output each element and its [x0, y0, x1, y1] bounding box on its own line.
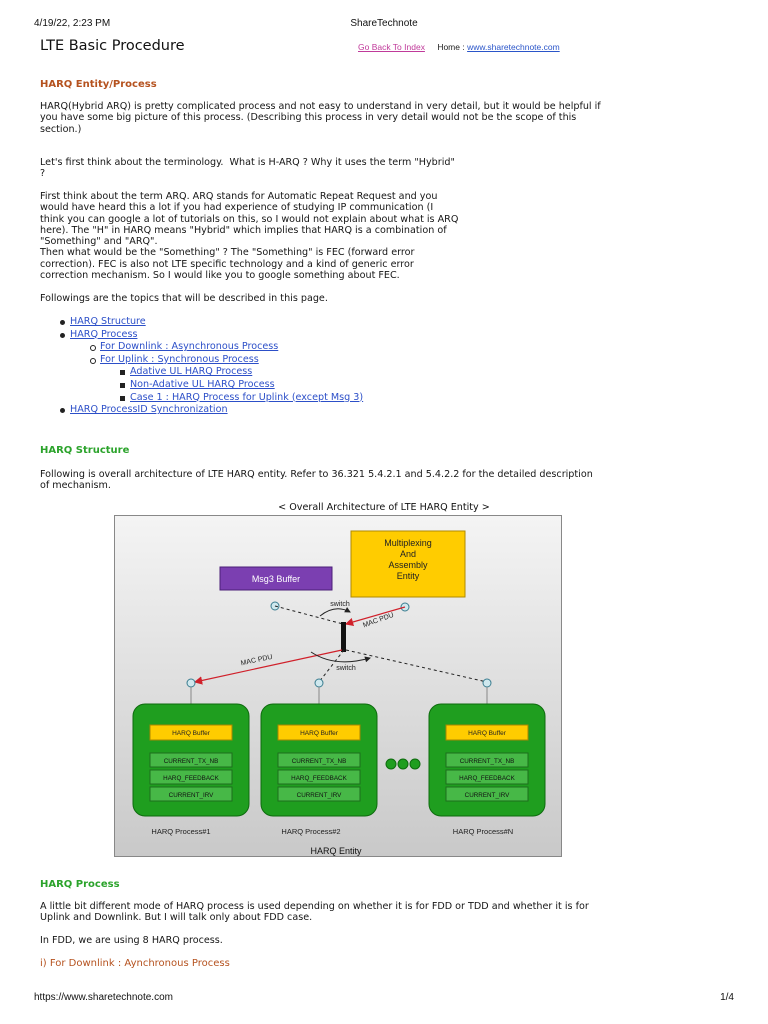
print-site-name: ShareTechnote: [350, 18, 418, 29]
processN-connector-node: [483, 679, 491, 687]
harq-process-paragraph: A little bit different mode of HARQ process is used depending on whether it is for FDD or TDD and whether it is for Uplink and Downlink. But I will talk only about FDD case.: [40, 901, 589, 924]
msg3-buffer-label: Msg3 Buffer: [251, 574, 301, 584]
mux-label-line: And: [399, 549, 417, 559]
ellipsis-dot-icon: [386, 759, 396, 769]
section-heading-harq-entity: HARQ Entity/Process: [40, 79, 157, 90]
topic-item: [40, 316, 363, 329]
ellipsis-dot-icon: [410, 759, 420, 769]
field-label: CURRENT_TX_NB: [163, 758, 219, 765]
topic-link-uplink[interactable]: For Uplink : Synchronous Process: [100, 353, 259, 365]
figure-caption: < Overall Architecture of LTE HARQ Entity >: [278, 502, 490, 513]
topics-intro: Followings are the topics that will be described in this page.: [40, 293, 328, 304]
lower-switch-arc: [311, 652, 370, 662]
field-label: CURRENT_IRV: [296, 792, 342, 799]
nav-links: [358, 42, 560, 52]
topic-link-non-adaptive-ul[interactable]: Non-Adative UL HARQ Process: [130, 378, 275, 390]
bullet-disc-icon: [60, 333, 65, 338]
topic-link-downlink[interactable]: For Downlink : Asynchronous Process: [100, 341, 279, 353]
topic-link-adaptive-ul[interactable]: Adative UL HARQ Process: [130, 366, 253, 378]
dashed-link-processN: [346, 650, 487, 682]
bullet-circle-icon: [90, 358, 96, 364]
arq-paragraph: First think about the term ARQ. ARQ stands for Automatic Repeat Request and you would have heard this a lot if you had experience of studying IP communication (I think you can google a lot of tutorials on this, so I would not explain about what is ARQ here). The "H" in HARQ means "Hybrid" which implies that HARQ is a combination of "Something" and "ARQ". Then what would be the "Something" ? The "Something" is FEC (forward error correction). FEC is also not LTE specific technology and a kind of generic error correction mechanism. So I would like you to google something about FEC.: [40, 191, 459, 282]
footer-page-number: 1/4: [720, 992, 734, 1003]
mux-label-line: Multiplexing: [384, 538, 432, 548]
field-label: HARQ_FEEDBACK: [163, 775, 219, 782]
intro-paragraph: HARQ(Hybrid ARQ) is pretty complicated process and not easy to understand in very detail, but it would be helpful if you have some big picture of this process. (Describing this process in very detail would not be the scope of this section.): [40, 101, 601, 135]
print-header: [34, 18, 734, 32]
field-label: CURRENT_IRV: [464, 792, 510, 799]
topic-item: [40, 392, 363, 405]
process-label: HARQ Process#2: [281, 827, 341, 836]
harq-buffer-label: HARQ Buffer: [300, 730, 338, 737]
topic-item: [40, 329, 363, 342]
upper-mac-pdu-label: MAC PDU: [362, 611, 395, 630]
section-heading-harq-structure: HARQ Structure: [40, 445, 130, 456]
process-label: HARQ Process#1: [151, 827, 211, 836]
home-label: Home :: [437, 42, 465, 52]
harq-buffer-label: HARQ Buffer: [172, 730, 210, 737]
section-heading-harq-process: HARQ Process: [40, 879, 120, 890]
lower-switch-label: switch: [336, 665, 356, 672]
home-url-link[interactable]: www.sharetechnote.com: [467, 42, 560, 52]
harq-process-n: [429, 704, 545, 816]
topic-item: [40, 341, 363, 354]
central-switch-bar: [341, 622, 346, 652]
field-label: CURRENT_TX_NB: [459, 758, 515, 765]
terminology-paragraph: Let's first think about the terminology. What is H-ARQ ? Why it uses the term "Hybrid" ?: [40, 157, 455, 180]
field-label: CURRENT_TX_NB: [291, 758, 347, 765]
fdd-paragraph: In FDD, we are using 8 HARQ process.: [40, 935, 223, 946]
bullet-square-icon: [120, 383, 125, 388]
print-footer: [34, 992, 734, 1006]
bullet-square-icon: [120, 396, 125, 401]
title-row: [40, 38, 740, 58]
topics-list: [40, 316, 363, 417]
topic-item: [40, 366, 363, 379]
print-datetime: 4/19/22, 2:23 PM: [34, 18, 111, 29]
harq-buffer-label: HARQ Buffer: [468, 730, 506, 737]
topic-link-case1[interactable]: Case 1 : HARQ Process for Uplink (except Msg 3): [130, 391, 364, 403]
process-label: HARQ Process#N: [452, 827, 514, 836]
topic-item: [40, 354, 363, 367]
mux-label-line: Entity: [396, 571, 420, 581]
back-to-index-link[interactable]: Go Back To Index: [358, 42, 425, 52]
ellipsis-dot-icon: [398, 759, 408, 769]
harq-entity-label: HARQ Entity: [310, 846, 362, 856]
diagram-svg: [115, 516, 561, 856]
field-label: CURRENT_IRV: [168, 792, 214, 799]
bullet-disc-icon: [60, 320, 65, 325]
topic-link-harq-process[interactable]: HARQ Process: [70, 328, 138, 340]
msg3-dashed-link: [275, 606, 343, 624]
topic-item: [40, 404, 363, 417]
lower-mac-pdu-label: MAC PDU: [240, 653, 274, 668]
field-label: HARQ_FEEDBACK: [459, 775, 515, 782]
mux-label-line: Assembly: [388, 560, 428, 570]
bullet-square-icon: [120, 370, 125, 375]
topic-link-processid-sync[interactable]: HARQ ProcessID Synchronization: [70, 404, 228, 416]
upper-switch-arc: [320, 609, 350, 616]
bullet-disc-icon: [60, 408, 65, 413]
topic-link-harq-structure[interactable]: HARQ Structure: [70, 316, 146, 327]
upper-switch-label: switch: [330, 601, 350, 608]
downlink-subheading: i) For Downlink : Aynchronous Process: [40, 958, 230, 969]
process1-connector-node: [187, 679, 195, 687]
harq-architecture-diagram: [114, 515, 562, 857]
bullet-circle-icon: [90, 345, 96, 351]
harq-process-1: [133, 704, 249, 816]
field-label: HARQ_FEEDBACK: [291, 775, 347, 782]
topic-item: [40, 379, 363, 392]
harq-process-2: [261, 704, 377, 816]
structure-paragraph: Following is overall architecture of LTE HARQ entity. Refer to 36.321 5.4.2.1 and 5.4.2.2 for the detailed description of mechanism.: [40, 469, 593, 492]
footer-url: https://www.sharetechnote.com: [34, 992, 173, 1003]
process2-connector-node: [315, 679, 323, 687]
page-title: LTE Basic Procedure: [40, 38, 185, 54]
